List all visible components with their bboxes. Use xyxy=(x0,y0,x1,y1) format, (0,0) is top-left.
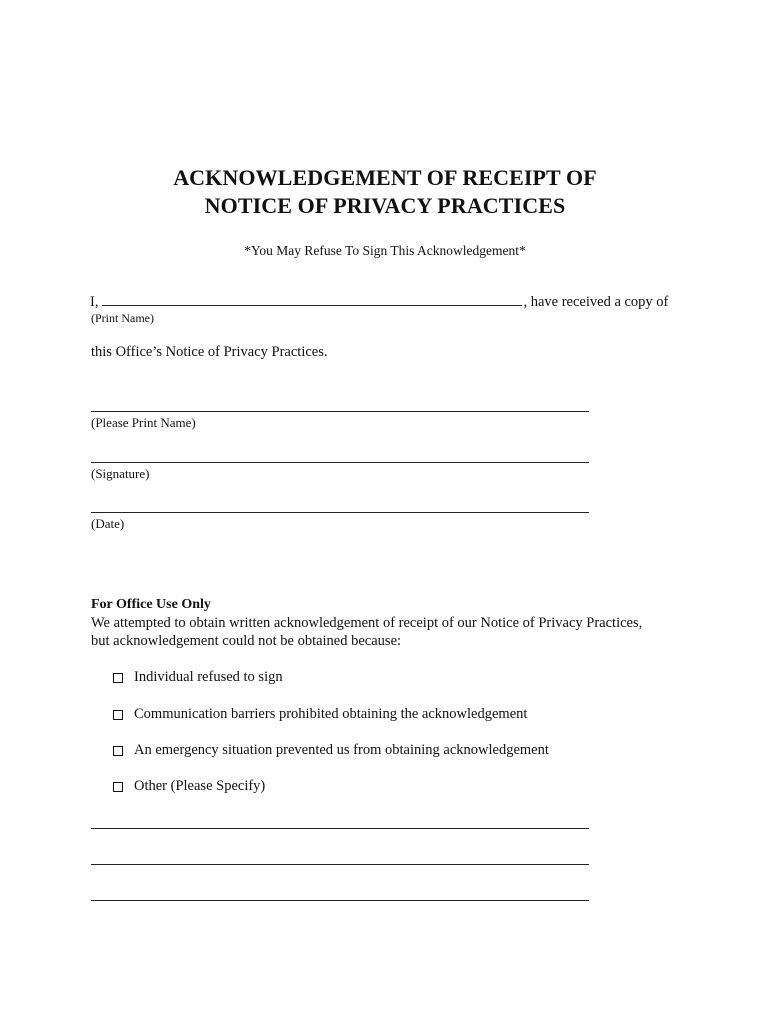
statement-suffix: , have received a copy of xyxy=(523,294,669,310)
office-use-text-line-1: We attempted to obtain written acknowledgement of receipt of our Notice of Privacy Practices, xyxy=(91,615,643,631)
signature-line[interactable] xyxy=(91,462,589,463)
please-print-name-line[interactable] xyxy=(91,411,589,412)
option-label: Communication barriers prohibited obtaining the acknowledgement xyxy=(134,706,528,722)
specify-line-3[interactable] xyxy=(91,900,589,901)
statement-continuation: this Office’s Notice of Privacy Practices. xyxy=(91,344,328,360)
checkbox-icon[interactable] xyxy=(113,746,123,756)
checkbox-icon[interactable] xyxy=(113,710,123,720)
please-print-name-label: (Please Print Name) xyxy=(91,415,196,430)
option-label: Other (Please Specify) xyxy=(134,778,266,794)
print-name-caption: (Print Name) xyxy=(91,311,154,325)
statement-prefix: I, xyxy=(90,294,99,310)
document-title-line-2: NOTICE OF PRIVACY PRACTICES xyxy=(204,193,566,218)
signature-label: (Signature) xyxy=(91,466,150,481)
acknowledgement-statement xyxy=(90,293,668,311)
option-emergency-situation[interactable] xyxy=(113,742,549,759)
print-name-blank[interactable] xyxy=(102,293,522,306)
checkbox-icon[interactable] xyxy=(113,782,123,792)
checkbox-icon[interactable] xyxy=(113,673,123,683)
document-title-line-1: ACKNOWLEDGEMENT OF RECEIPT OF xyxy=(173,165,597,190)
specify-line-2[interactable] xyxy=(91,864,589,865)
option-refused-to-sign[interactable] xyxy=(113,669,283,686)
office-use-text-line-2: but acknowledgement could not be obtained because: xyxy=(91,633,402,649)
option-label: Individual refused to sign xyxy=(134,669,283,685)
specify-line-1[interactable] xyxy=(91,828,589,829)
option-label: An emergency situation prevented us from obtaining acknowledgement xyxy=(134,742,549,758)
option-communication-barriers[interactable] xyxy=(113,706,527,723)
date-label: (Date) xyxy=(91,516,125,531)
option-other[interactable] xyxy=(113,778,265,795)
refusal-notice: *You May Refuse To Sign This Acknowledgement* xyxy=(244,243,526,258)
office-use-heading: For Office Use Only xyxy=(91,597,211,612)
date-line[interactable] xyxy=(91,512,589,513)
